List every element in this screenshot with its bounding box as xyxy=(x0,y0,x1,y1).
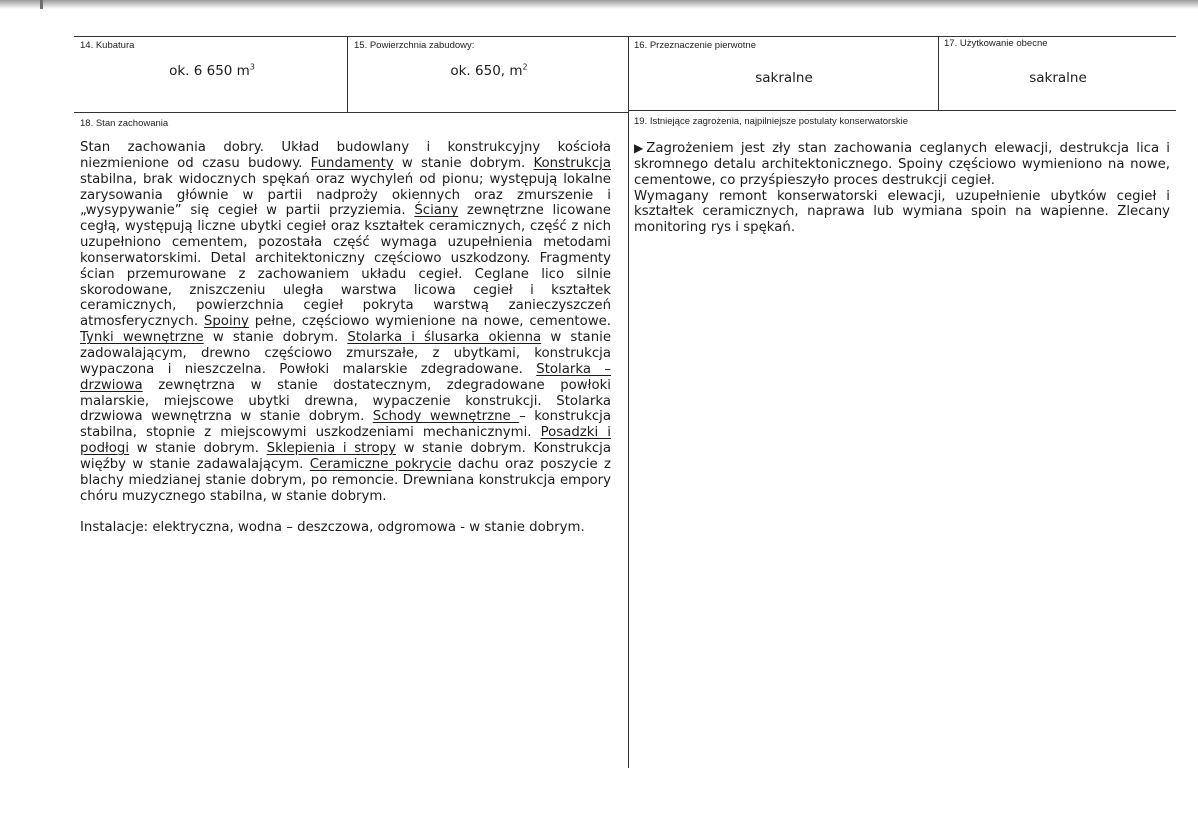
keyword-underlined: Posadzki i podłogi xyxy=(80,425,611,457)
text-segment: pełne, częściowo wymienione na nowe, cementowe. xyxy=(248,314,611,330)
grid-divider-16-17 xyxy=(938,36,939,111)
text-segment: w stanie zadowalającym, drewno częściowo zmurszałe, z ubytkami, konstrukcja wypaczona i nieszczelna. Powłoki malarskie zdegradowane. xyxy=(80,330,611,377)
scan-shadow xyxy=(40,0,43,9)
zagrozenia-paragraph-1: ▶Zagrożeniem jest zły stan zachowania ceglanych elewacji, destrukcja lica i skromnego detalu architektonicznego. Spoiny częściowo wymieniono na nowe, cementowe, co przyśpieszyło proces destrukcji cegieł. xyxy=(634,141,1171,188)
text-segment: w stanie dobrym. xyxy=(203,330,348,346)
stan-body xyxy=(80,140,611,536)
keyword-underlined: Schody wewnętrzne xyxy=(372,409,520,425)
przeznaczenie-value: sakralne xyxy=(755,70,813,86)
uzytkowanie-value: sakralne xyxy=(1029,70,1087,86)
arrow-bullet-icon: ▶ xyxy=(634,141,647,155)
zagrozenia-label: 19. Istniejące zagrożenia, najpilniejsze postulaty konserwatorskie xyxy=(634,116,909,127)
powierzchnia-label: 15. Powierzchnia zabudowy: xyxy=(354,40,475,51)
keyword-underlined: Spoiny xyxy=(203,314,249,330)
scan-edge xyxy=(0,0,1198,9)
grid-divider-center xyxy=(628,36,629,768)
zagrozenia-paragraph-2: Wymagany remont konserwatorski elewacji, uzupełnienie ubytków cegieł i kształtek ceramicznych, naprawa lub wymiana spoin na wapienne. Zlecany monitoring rys i spękań. xyxy=(634,188,1170,236)
stan-paragraph xyxy=(80,140,611,504)
grid-top-line xyxy=(74,36,1176,37)
text-segment: Stan zachowania dobry. Układ budowlany i konstrukcyjny kościoła niezmienione od czasu budowy. xyxy=(80,140,611,171)
text-segment: zewnętrzna w stanie dostatecznym, zdegradowane powłoki malarskie, miejscowe ubytki drewna, wypaczenie konstrukcji. Stolarka drzwiowa wewnętrzna w stanie dobrym. xyxy=(80,377,611,425)
text-segment: w stanie dobrym. xyxy=(129,441,267,457)
grid-mid-line-left xyxy=(74,112,628,113)
keyword-underlined: Stolarka – drzwiowa xyxy=(80,361,611,393)
stan-label: 18. Stan zachowania xyxy=(80,118,169,129)
text-segment: stabilna, brak widocznych spękań oraz wychyleń od pionu; występują lokalne zarysowania głównie w partii nadproży okiennych oraz zmurszenie i „wysypywanie” się cegieł w partii przyziemia. xyxy=(80,171,611,219)
powierzchnia-value: ok. 650, $m^2$ xyxy=(450,62,528,79)
text-segment: w stanie dobrym. Konstrukcja więźby w stanie zadawalającym. xyxy=(80,441,611,472)
keyword-underlined: Ceramiczne pokrycie xyxy=(309,456,452,472)
keyword-underlined: Fundamenty xyxy=(310,155,394,171)
przeznaczenie-label: 16. Przeznaczenie pierwotne xyxy=(634,40,756,51)
instalacje-paragraph: Instalacje: elektryczna, wodna – deszczowa, odgromowa - w stanie dobrym. xyxy=(80,520,585,536)
paragraph-gap xyxy=(80,504,611,520)
text-segment: dachu oraz poszycie z blachy miedzianej stanie dobrym, po remoncie. Drewniana konstrukcja empory chóru muzycznego stabilna, w stanie dobrym. xyxy=(80,456,611,504)
keyword-underlined: Tynki wewnętrzne xyxy=(80,330,204,346)
uzytkowanie-label: 17. Użytkowanie obecne xyxy=(944,38,1048,49)
keyword-underlined: Ściany xyxy=(414,203,459,219)
grid-mid-line-right xyxy=(628,110,1176,111)
kubatura-label: 14. Kubatura xyxy=(80,40,135,51)
text-segment: – konstrukcja stabilna, stopnie z miejscowymi uszkodzeniami mechanicznymi. xyxy=(80,409,611,441)
keyword-underlined: Konstrukcja xyxy=(533,155,611,171)
text-segment: w stanie dobrym. xyxy=(393,155,534,171)
keyword-underlined: Sklepienia i stropy xyxy=(266,441,396,457)
text-segment: zewnętrzne licowane cegłą, występują liczne ubytki cegieł oraz kształtek ceramicznych, część z nich uzupełniono cementem, pozostała część wymaga uzupełnienia metodami konserwatorskimi. Detal architektoniczny częściowo uszkodzony. Fragmenty ścian przemurowane z zachowaniem układu cegieł. Ceglane lico silnie skorodowane, zniszczeniu uległa warstwa licowa cegieł i kształtek ceramicznych, powierzchnia cegieł pokryta warstwą zanieczyszczeń atmosferycznych. xyxy=(80,203,611,330)
keyword-underlined: Stolarka i ślusarka okienna xyxy=(347,330,542,346)
zagrozenia-body xyxy=(634,141,1170,236)
kubatura-value: ok. 6 650 $m^3$ xyxy=(169,62,255,79)
